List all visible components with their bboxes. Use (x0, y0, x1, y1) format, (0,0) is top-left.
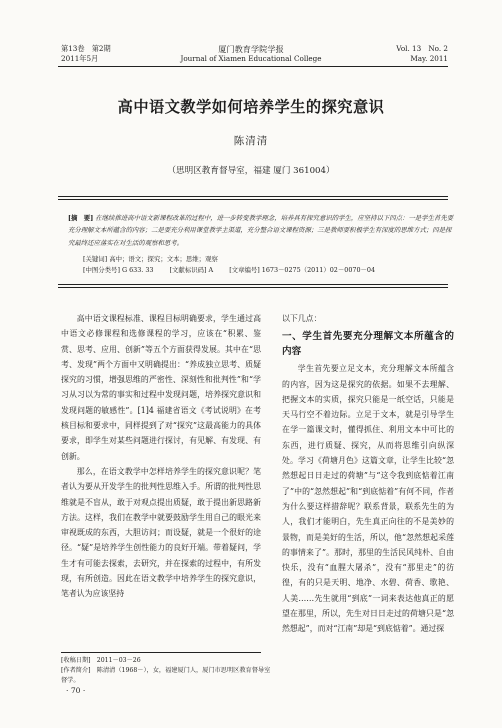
received-date: [收稿日期] 2011－03－26 (61, 657, 141, 664)
author-bio: [作者简介] 陈清清（1968－），女，福建厦门人，厦门市思明区教育督导室督学。 (61, 667, 271, 684)
body-paragraph: 那么，在语文教学中怎样培养学生的探究意识呢？笔者认为要从开发学生的批判性思维入手。所谓的批判性思维就是不盲从，敢于对观点提出质疑，敢于提出新思路新方法。这样，我们在教学中就要鼓励学生用自己的眼光来审视既成的东西，大胆访问；而设疑，就是一个很好的途径。“疑”是培养学生创性能力的良好开端。带着疑问，学生才有可能去探索，去研究，并在探索的过程中，有所发现，有所创造。因此在语文教学中培养学生的探究意识，笔者认为应该坚持 (61, 466, 261, 599)
abstract-label: [摘 要] (68, 214, 94, 222)
abstract-top-rule-2 (58, 199, 448, 200)
article-title: 高中语文教学如何培养学生的探究意识 (117, 98, 385, 116)
issue-date-en: May. 2011 (410, 54, 448, 63)
header-rule (58, 66, 448, 67)
classification-line (83, 264, 389, 276)
keywords-label: [关键词] (83, 255, 108, 263)
abstract-bottom-rule (58, 284, 448, 285)
author-affiliation: （思明区教育督导室，福建 厦门 361004） (167, 166, 335, 176)
article-number: [文章编号] 1673－0275（2011）02－0070－04 (229, 266, 376, 274)
journal-title-cn: 厦门教育学院学报 (218, 44, 284, 54)
body-left-column (61, 311, 261, 602)
article-author: 陈清清 (233, 135, 269, 147)
body-paragraph: 高中语文课程标准、课程目标明确要求，学生通过高中语文必修课程和选修课程的学习，应该在“积累、鉴赏、思考、应用、创新”等五个方面获得发展。其中在“思考、发现”两个方面中又明确提出：“养成独立思考、质疑探究的习惯，增强思维的严密性、深刻性和批判性”和“学习从习以为常的事实和过程中发现问题，培养探究意识和发现问题的敏感性”。[1]4 福建省语文《考试说明》在考核目标和要求中，同样提到了对“探究”这最高能力的具体要求，即学生对某些问题进行探讨，有见解、有发现、有创新。 (61, 314, 261, 461)
volume-issue: 第13卷 第2期 (61, 44, 111, 53)
abstract-top-rule (58, 196, 448, 197)
vol-no: Vol. 13 No. 2 (396, 44, 448, 53)
document-code: [文献标识码] A (169, 266, 214, 274)
abstract (68, 212, 456, 249)
page-number: · 70 · (66, 686, 86, 695)
section-heading: 一、学生首先要充分理解文本所蕴含的内容 (282, 331, 454, 357)
body-paragraph: 学生首先要立足文本，充分理解文本所蕴含的内容，因为这是探究的依据。如果不去理解、把握文本的实质，探究只能是一纸空话，只能是天马行空不着边际。立足于文本，就是引导学生在学一篇课文时，懂得抓住、利用文本中可比的东西，进行质疑、探究，从而将思维引向纵深处。学习《荷塘月色》这篇文章，让学生比较“忽然想起日日走过的荷塘”与“这令我到底惦着江南了”中的“忽然想起”和“到底惦着”有何不同，作者为什么要这样措辞呢？联系背景，联系先生的为人，我们才能明白，先生真正向往的不是美妙的景物，而是美好的生活，所以，他“忽然想起采莲的事情来了”。那时，那里的生活民风纯朴、自由快乐，没有“血腥大屠杀”，没有“那里走”的彷徨，有的只是天明、地净、水碧、荷香、歌艳、人美……先生就用“到底”一词来表达他真正的愿望在那里，所以，先生对日日走过的荷塘只是“忽然想起”，而对“江南”却是“到底惦着”。通过探 (282, 364, 454, 634)
clc-number: [中图分类号] G 633. 33 (83, 266, 154, 274)
journal-title-en: Journal of Xiamen Educational College (180, 54, 322, 63)
body-right-column (282, 311, 454, 637)
issue-date-cn: 2011年5月 (61, 54, 99, 63)
abstract-text: 在继续推进高中语文新课程改革的过程中，进一步转变教学理念，培养具有探究意识的学生，应坚持以下四点：一是学生首先要充分理解文本所蕴含的内容；二是要充分利用课堂教学主渠道，充分整合语文课程资源；三是教师要积极学生有深度的思维方式；四是探究最终还应落实在对生活的观察和思考。 (68, 214, 454, 247)
header-right (396, 44, 448, 64)
abstract-bottom-rule-2 (58, 287, 448, 288)
keywords-text: 高中；语文；探究；文本；思维；观察 (109, 255, 218, 263)
intro-line: 以下几点： (282, 314, 322, 323)
footnote-rule (61, 652, 261, 653)
